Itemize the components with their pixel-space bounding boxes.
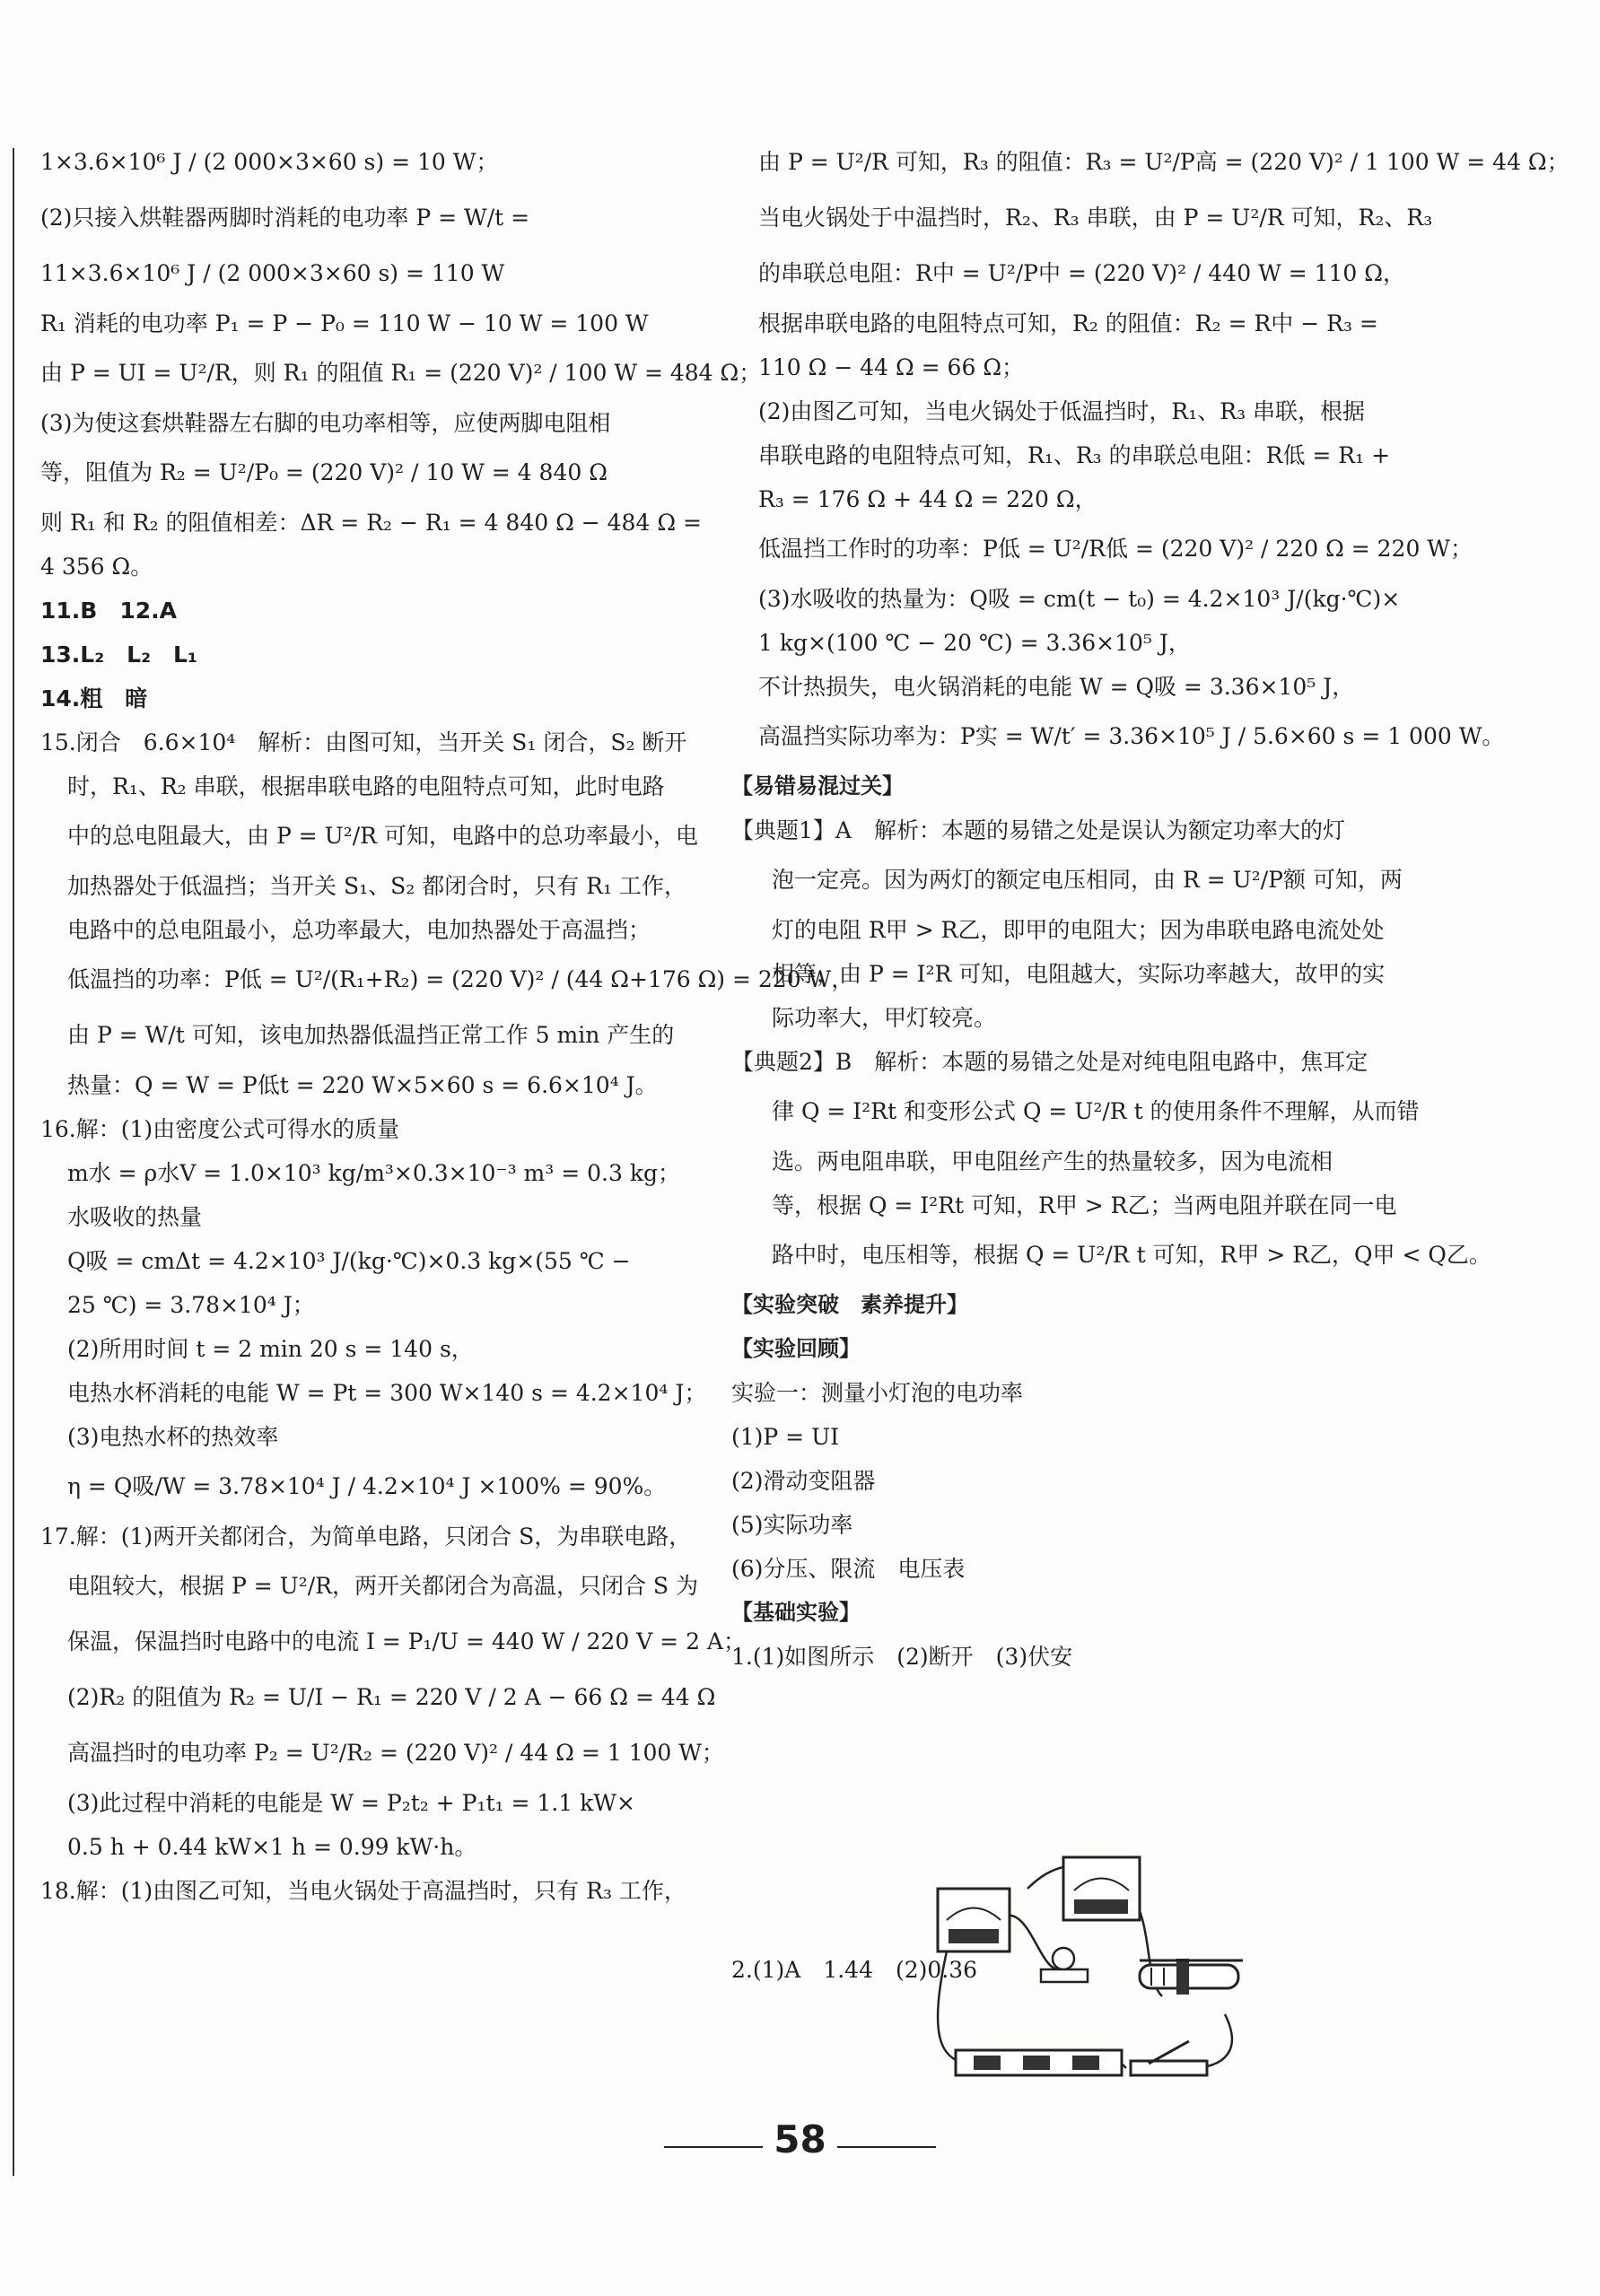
text-line: 高温挡实际功率为：P实 = W/t′ = 3.36×10⁵ J / 5.6×60 s = 1 000 W。	[758, 723, 1505, 749]
text-line: (5)实际功率	[731, 1512, 853, 1538]
text-line: 等，根据 Q = I²Rt 可知，R甲 > R乙；当两电阻并联在同一电	[772, 1192, 1397, 1218]
section-heading: 【实验回顾】	[731, 1336, 861, 1361]
text-line: 串联电路的电阻特点可知，R₁、R₃ 的串联总电阻：R低 = R₁ +	[758, 442, 1391, 468]
answer-line: 2.(1)A 1.44 (2)0.36	[731, 1957, 978, 1983]
section-heading: 【易错易混过关】	[731, 773, 904, 799]
text-line: 11×3.6×10⁶ J / (2 000×3×60 s) = 110 W	[40, 260, 505, 286]
text-line: 1×3.6×10⁶ J / (2 000×3×60 s) = 10 W；	[40, 149, 499, 175]
text-line: η = Q吸/W = 3.78×10⁴ J / 4.2×10⁴ J ×100% = 90%。	[67, 1473, 667, 1499]
text-line: R₃ = 176 Ω + 44 Ω = 220 Ω，	[758, 486, 1097, 512]
text-line: (2)由图乙可知，当电火锅处于低温挡时，R₁、R₃ 串联，根据	[758, 398, 1366, 424]
text-line: 实验一：测量小灯泡的电功率	[731, 1380, 1024, 1406]
section-heading: 【实验突破 素养提升】	[731, 1292, 968, 1317]
text-line: 时，R₁、R₂ 串联，根据串联电路的电阻特点可知，此时电路	[67, 773, 665, 799]
text-line: 低温挡的功率：P低 = U²/(R₁+R₂) = (220 V)² / (44 Ω+176 Ω) = 220 W，	[67, 966, 854, 992]
text-line: 泡一定亮。因为两灯的额定电压相同，由 R = U²/P额 可知，两	[772, 867, 1403, 893]
text-line: 根据串联电路的电阻特点可知，R₂ 的阻值：R₂ = R中 − R₃ =	[758, 310, 1378, 336]
text-line: 灯的电阻 R甲 > R乙，即甲的电阻大；因为串联电路电流处处	[772, 917, 1385, 943]
answer-line: 11.B 12.A	[40, 598, 177, 624]
text-line: 律 Q = I²Rt 和变形公式 Q = U²/R t 的使用条件不理解，从而错	[772, 1098, 1420, 1124]
answer-line: 17.解：(1)两开关都闭合，为简单电路，只闭合 S，为串联电路，	[40, 1523, 692, 1550]
right-column	[731, 135, 1569, 1992]
text-line: 110 Ω − 44 Ω = 66 Ω；	[758, 354, 1025, 380]
text-line: 高温挡时的电功率 P₂ = U²/R₂ = (220 V)² / 44 Ω = 1 100 W；	[67, 1740, 724, 1766]
text-line: 则 R₁ 和 R₂ 的阻值相差：ΔR = R₂ − R₁ = 4 840 Ω − 484 Ω =	[40, 510, 702, 536]
text-line: R₁ 消耗的电功率 P₁ = P − P₀ = 110 W − 10 W = 100 W	[40, 310, 649, 336]
text-line: 际功率大，甲灯较亮。	[772, 1005, 997, 1031]
text-line: 热量：Q = W = P低t = 220 W×5×60 s = 6.6×10⁴ J。	[67, 1072, 658, 1098]
text-line: 选。两电阻串联，甲电阻丝产生的热量较多，因为电流相	[772, 1148, 1333, 1174]
answer-line: 13.L₂ L₂ L₁	[40, 642, 197, 668]
text-line: (2)只接入烘鞋器两脚时消耗的电功率 P = W/t =	[40, 205, 530, 231]
answer-line: 16.解：(1)由密度公式可得水的质量	[40, 1116, 400, 1142]
text-line: 低温挡工作时的功率：P低 = U²/R低 = (220 V)² / 220 Ω = 220 W；	[758, 536, 1473, 562]
answer-line: 15.闭合 6.6×10⁴ 解析：由图可知，当开关 S₁ 闭合，S₂ 断开	[40, 729, 687, 755]
answer-line: 14.粗 暗	[40, 685, 148, 711]
text-line: (3)为使这套烘鞋器左右脚的电功率相等，应使两脚电阻相	[40, 410, 611, 436]
text-line: (6)分压、限流 电压表	[731, 1556, 966, 1582]
text-line: 0.5 h + 0.44 kW×1 h = 0.99 kW·h。	[67, 1834, 477, 1860]
left-margin-rule	[13, 148, 14, 2176]
text-line: m水 = ρ水V = 1.0×10³ kg/m³×0.3×10⁻³ m³ = 0.3 kg；	[67, 1160, 680, 1186]
text-line: 由 P = W/t 可知，该电加热器低温挡正常工作 5 min 产生的	[67, 1022, 675, 1048]
text-line: 4 356 Ω。	[40, 554, 153, 580]
text-line: Q吸 = cmΔt = 4.2×10³ J/(kg·℃)×0.3 kg×(55 ℃ −	[67, 1248, 631, 1274]
text-line: (2)所用时间 t = 2 min 20 s = 140 s，	[67, 1336, 474, 1362]
text-line: (1)P = UI	[731, 1424, 840, 1450]
text-line: 相等，由 P = I²R 可知，电阻越大，实际功率越大，故甲的实	[772, 961, 1386, 987]
text-line: 中的总电阻最大，由 P = U²/R 可知，电路中的总功率最小，电	[67, 823, 698, 849]
footer-rule-right	[837, 2146, 936, 2148]
rheostat	[1140, 1959, 1243, 1995]
answer-line: 【典题2】B 解析：本题的易错之处是对纯电阻电路中，焦耳定	[731, 1049, 1368, 1075]
text-line: 等，阻值为 R₂ = U²/P₀ = (220 V)² / 10 W = 4 840 Ω	[40, 459, 608, 485]
text-line: 25 ℃) = 3.78×10⁴ J；	[67, 1292, 315, 1318]
text-line: 当电火锅处于中温挡时，R₂、R₃ 串联，由 P = U²/R 可知，R₂、R₃	[758, 205, 1433, 231]
text-line: 1 kg×(100 ℃ − 20 ℃) = 3.36×10⁵ J，	[758, 630, 1191, 656]
text-line: 路中时，电压相等，根据 Q = U²/R t 可知，R甲 > R乙，Q甲 < Q乙。	[772, 1242, 1491, 1268]
text-line: 由 P = UI = U²/R，则 R₁ 的阻值 R₁ = (220 V)² / 100 W = 484 Ω；	[40, 360, 762, 386]
text-line: 电阻较大，根据 P = U²/R，两开关都闭合为高温，只闭合 S 为	[67, 1573, 698, 1599]
text-line: 电热水杯消耗的电能 W = Pt = 300 W×140 s = 4.2×10⁴ J；	[67, 1380, 707, 1406]
answer-line: 18.解：(1)由图乙可知，当电火锅处于高温挡时，只有 R₃ 工作，	[40, 1878, 686, 1904]
text-line: (3)电热水杯的热效率	[67, 1424, 279, 1450]
battery	[956, 2050, 1122, 2075]
text-line: 电路中的总电阻最小，总功率最大，电加热器处于高温挡；	[67, 917, 651, 943]
answer-line: 1.(1)如图所示 (2)断开 (3)伏安	[731, 1644, 1073, 1670]
text-line: (3)水吸收的热量为：Q吸 = cm(t − t₀) = 4.2×10³ J/(kg·℃)×	[758, 586, 1401, 612]
section-heading: 【基础实验】	[731, 1600, 861, 1625]
circuit-diagram	[920, 1853, 1261, 2086]
text-line: (3)此过程中消耗的电能是 W = P₂t₂ + P₁t₁ = 1.1 kW×	[67, 1790, 635, 1816]
text-line: 由 P = U²/R 可知，R₃ 的阻值：R₃ = U²/P高 = (220 V)² / 1 100 W = 44 Ω；	[758, 149, 1569, 175]
text-line: 保温，保温挡时电路中的电流 I = P₁/U = 440 W / 220 V = 2 A；	[67, 1628, 746, 1654]
answer-line: 【典题1】A 解析：本题的易错之处是误认为额定功率大的灯	[731, 817, 1345, 843]
switch	[1131, 2041, 1207, 2075]
light-bulb	[1041, 1948, 1088, 1982]
voltmeter	[1063, 1857, 1140, 1920]
text-line: (2)滑动变阻器	[731, 1468, 876, 1494]
page-number: 58	[774, 2117, 826, 2161]
ammeter	[938, 1889, 1010, 1951]
text-line: 不计热损失，电火锅消耗的电能 W = Q吸 = 3.36×10⁵ J，	[758, 674, 1355, 700]
text-line: 水吸收的热量	[67, 1204, 203, 1230]
text-line: 加热器处于低温挡；当开关 S₁、S₂ 都闭合时，只有 R₁ 工作，	[67, 873, 686, 899]
text-line: 的串联总电阻：R中 = U²/P中 = (220 V)² / 440 W = 110 Ω，	[758, 260, 1405, 286]
text-line: (2)R₂ 的阻值为 R₂ = U/I − R₁ = 220 V / 2 A − 66 Ω = 44 Ω	[67, 1684, 716, 1710]
